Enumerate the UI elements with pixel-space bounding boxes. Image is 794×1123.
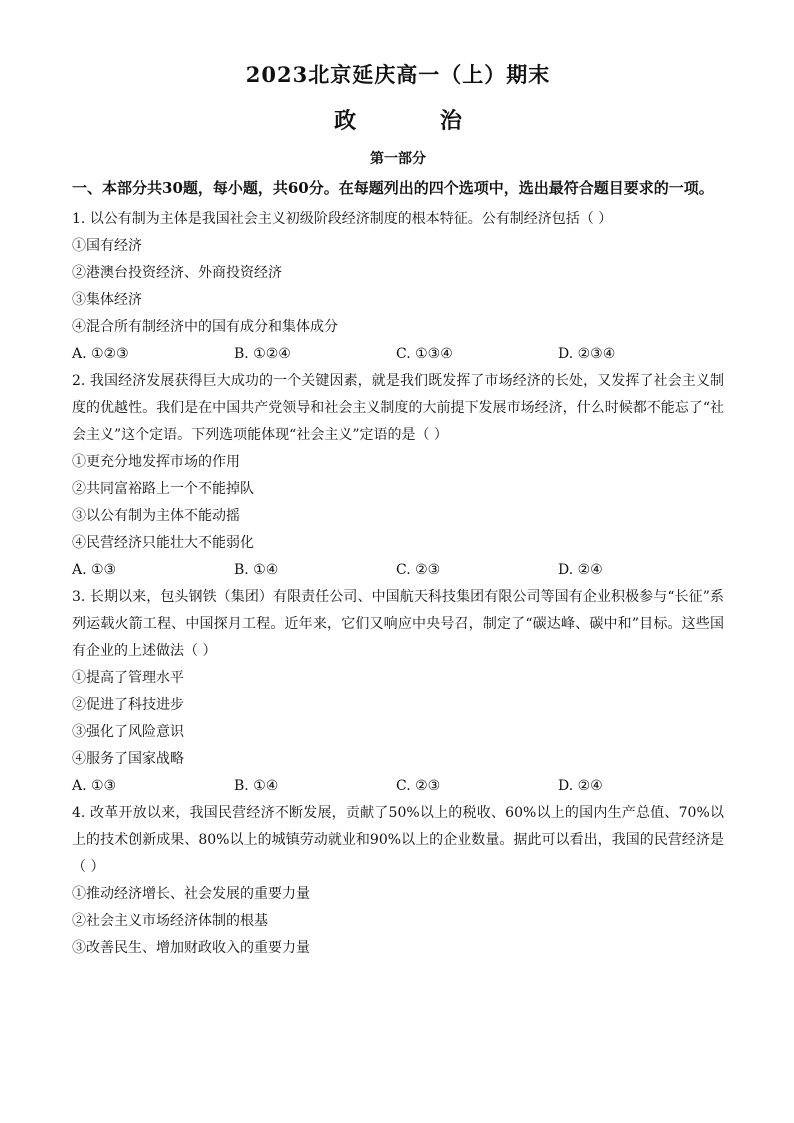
choice-d: D. ②④	[558, 778, 603, 794]
question-stem: 4. 改革开放以来，我国民营经济不断发展，贡献了50%以上的税收、60%以上的国内生产总值、70%以上的技术创新成果、80%以上的城镇劳动就业和90%以上的企业数量。据此可以看出，我国的民营经济是（ ）	[72, 805, 724, 875]
statement-option: ④服务了国家战略	[72, 751, 184, 767]
statement-option: ②促进了科技进步	[72, 697, 184, 713]
answer-choices	[72, 773, 724, 800]
answer-choices	[72, 557, 724, 584]
choice-b: B. ①④	[234, 562, 279, 578]
section-instructions: 一、本部分共30题，每小题，共60分。在每题列出的四个选项中，选出最符合题目要求的一项。	[72, 179, 714, 197]
statement-option: ③强化了风险意识	[72, 724, 184, 740]
question-4	[72, 800, 724, 962]
statement-option: ③以公有制为主体不能动摇	[72, 508, 240, 524]
question-stem: 3. 长期以来，包头钢铁（集团）有限责任公司、中国航天科技集团有限公司等国有企业积极参与“长征”系列运载火箭工程、中国探月工程。近年来，它们又响应中央号召，制定了“碳达峰、碳中和”目标。这些国有企业的上述做法（ ）	[72, 589, 724, 659]
choice-a: A. ①③	[72, 562, 117, 578]
statement-option: ②社会主义市场经济体制的根基	[72, 913, 268, 929]
question-stem: 1. 以公有制为主体是我国社会主义初级阶段经济制度的根本特征。公有制经济包括（ ）	[72, 211, 613, 227]
statement-option: ①国有经济	[72, 238, 142, 254]
question-2	[72, 368, 724, 584]
choice-b: B. ①④	[234, 778, 279, 794]
question-1	[72, 206, 724, 368]
statement-option: ①提高了管理水平	[72, 670, 184, 686]
choice-c: C. ②③	[396, 562, 441, 578]
part-heading: 第一部分	[370, 151, 426, 167]
answer-choices	[72, 341, 724, 368]
choice-c: C. ②③	[396, 778, 441, 794]
subject-title: 政 治	[334, 108, 500, 134]
statement-option: ③改善民生、增加财政收入的重要力量	[72, 940, 310, 956]
choice-d: D. ②③④	[558, 346, 616, 362]
choice-d: D. ②④	[558, 562, 603, 578]
statement-option: ①推动经济增长、社会发展的重要力量	[72, 886, 310, 902]
statement-option: ④混合所有制经济中的国有成分和集体成分	[72, 319, 338, 335]
exam-title: 2023北京延庆高一（上）期末	[245, 62, 551, 87]
statement-option: ④民营经济只能壮大不能弱化	[72, 535, 254, 551]
question-3	[72, 584, 724, 800]
statement-option: ③集体经济	[72, 292, 142, 308]
statement-option: ①更充分地发挥市场的作用	[72, 454, 240, 470]
choice-c: C. ①③④	[396, 346, 453, 362]
statement-option: ②港澳台投资经济、外商投资经济	[72, 265, 282, 281]
choice-a: A. ①②③	[72, 346, 129, 362]
choice-b: B. ①②④	[234, 346, 291, 362]
statement-option: ②共同富裕路上一个不能掉队	[72, 481, 254, 497]
choice-a: A. ①③	[72, 778, 117, 794]
question-stem: 2. 我国经济发展获得巨大成功的一个关键因素，就是我们既发挥了市场经济的长处，又发挥了社会主义制度的优越性。我们是在中国共产党领导和社会主义制度的大前提下发展市场经济，什么时候都不能忘了“社会主义”这个定语。下列选项能体现“社会主义”定语的是（ ）	[72, 373, 724, 443]
